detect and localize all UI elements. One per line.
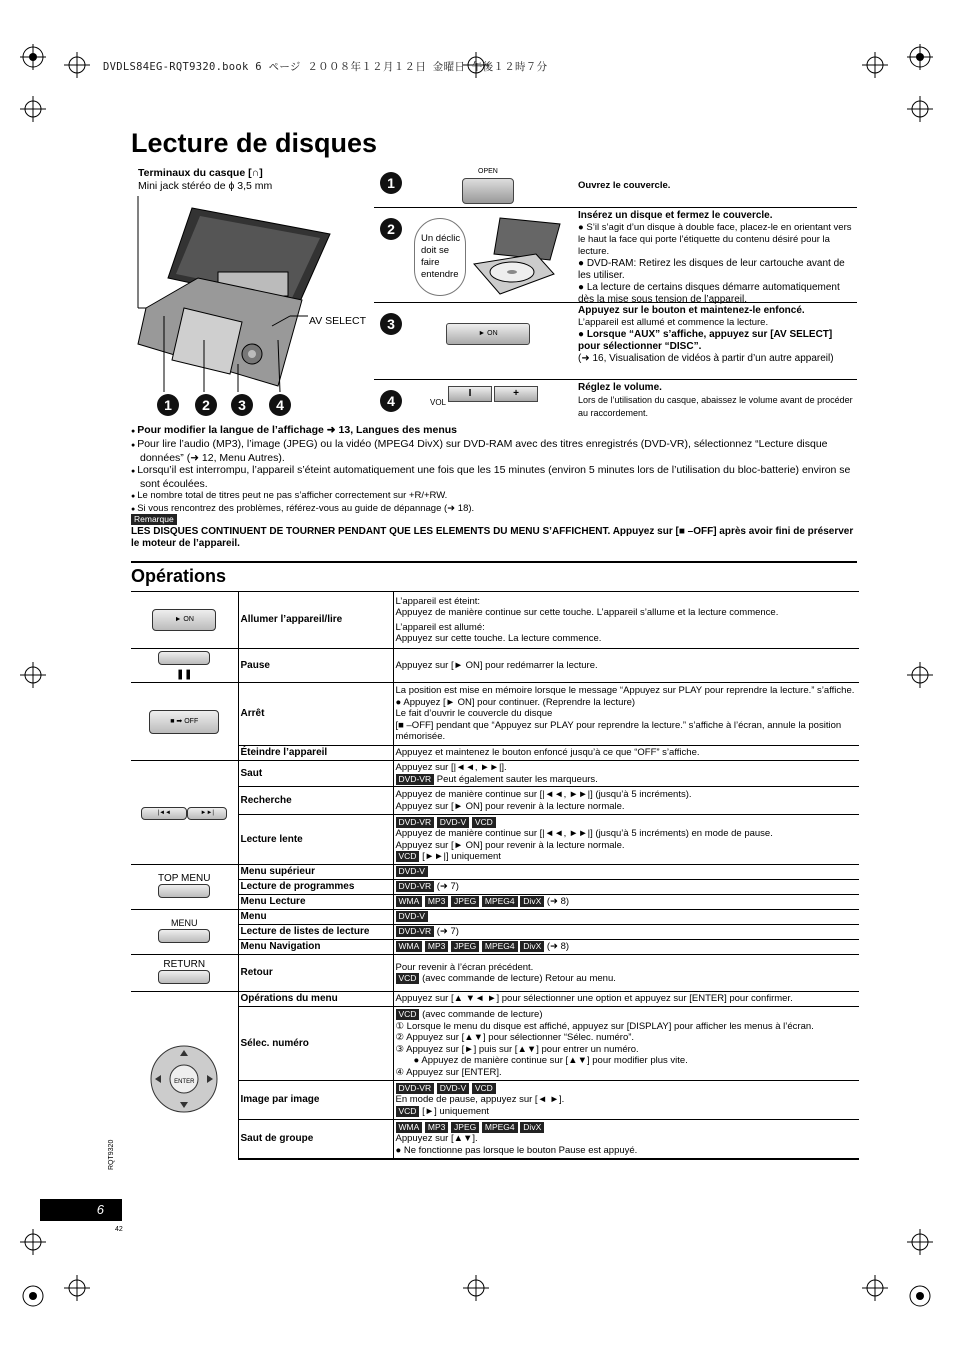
table-row [131,910,859,925]
step-2-title: Insérez un disque et fermez le couvercle. [578,210,773,221]
step-1-title: Ouvrez le couvercle. [578,180,671,191]
step-2 [374,208,857,303]
return-label: RETURN [163,958,206,970]
crosshair-icon [862,1275,888,1301]
registration-mark-icon [907,44,933,70]
table-row [131,1120,859,1159]
crosshair-icon [907,662,933,688]
steps-panel [374,168,857,422]
op-name: Recherche [238,787,393,815]
headphone-caption [138,167,272,192]
table-row [131,683,859,746]
step-number: 1 [380,172,402,194]
op-desc: DVD-VR DVD-V VCD Appuyez de manière continue sur [|◄◄, ►►|] (jusqu’à 5 incréments) en mode de pause. Appuyez sur [► ON] pour revenir à la lecture normale. VCD [►►|] uniquement [393,815,859,865]
remark-block [131,514,857,550]
registration-mark-icon [907,1283,933,1309]
pause-icon: ❚❚ [176,668,193,680]
step-4-text [578,382,857,420]
side-code: RQT9320 [108,1139,115,1170]
table-row [131,925,859,940]
op-name: Lecture de listes de lecture [238,925,393,940]
op-name: Allumer l’appareil/lire [238,592,393,649]
on-button-cell [131,592,238,649]
table-row [131,1081,859,1120]
device-number-3: 3 [231,394,253,416]
table-row [131,746,859,761]
page-title: Lecture de disques [131,128,378,158]
volume-up-button[interactable]: + [494,386,538,402]
device-number-1: 1 [157,394,179,416]
table-row [131,815,859,865]
step-3-text [578,305,857,365]
op-desc: DVD-V [393,910,859,925]
section-divider [131,561,857,563]
op-name: Saut [238,761,393,787]
return-cell [131,955,238,992]
headphone-sub: Mini jack stéréo de ϕ 3,5 mm [138,179,273,192]
table-row [131,787,859,815]
table-row [131,955,859,992]
op-name: Arrêt [238,683,393,746]
op-desc: Appuyez de manière continue sur [|◄◄, ►►|] (jusqu’à 5 incréments). Appuyez sur [► ON] pour revenir à la lecture normale. [393,787,859,815]
step-2-line-3: ● La lecture de certains disques démarre automatiquement dès la mise sous tension de l’appareil. [578,282,840,305]
pause-button-cell [131,649,238,683]
crosshair-icon [907,1229,933,1255]
op-name: Menu Navigation [238,940,393,955]
op-name: Menu supérieur [238,865,393,880]
cursor-pad-cell [131,992,238,1159]
step-3-line-3: (➜ 16, Visualisation de vidéos à partir d’un autre appareil) [578,353,834,364]
menu-cell [131,910,238,955]
op-desc: Appuyez sur [► ON] pour redémarrer la lecture. [393,649,859,683]
crosshair-icon [64,1275,90,1301]
registration-mark-icon [20,44,46,70]
step-number: 3 [380,313,402,335]
step-4-line-1: Lors de l’utilisation du casque, abaissez le volume avant de procéder au raccordement. [578,395,853,418]
crosshair-icon [907,96,933,122]
op-desc: WMA MP3 JPEG MPEG4 DivX Appuyez sur [▲▼]. ● Ne fonctionne pas lorsque le bouton Pause est appuyé. [393,1120,859,1159]
op-name: Retour [238,955,393,992]
device-number-2: 2 [195,394,217,416]
op-name: Éteindre l’appareil [238,746,393,761]
file-header-note: DVDLS84EG-RQT9320.book 6 ページ ２００８年１２月１２日 金曜日 午後１２時７分 [103,61,548,73]
skip-back-button[interactable]: |◄◄ [141,807,187,820]
op-name: Menu Lecture [238,895,393,910]
table-row [131,880,859,895]
top-menu-label: TOP MENU [158,872,211,884]
note-item: ● Pour modifier la langue de l’affichage ➜ 13, Langues des menus [131,424,857,438]
disc-insert-illustration [470,214,564,296]
op-desc: L’appareil est éteint: Appuyez de manière continue sur cette touche. L’appareil s’allume et la lecture commence. L’appareil est allumé: Appuyez sur cette touche. La lecture commence. [393,592,859,649]
step-1 [374,168,857,208]
operations-title: Opérations [131,566,227,586]
skip-buttons-cell [131,761,238,865]
headphone-title: Terminaux du casque [ [138,167,252,179]
device-number-4: 4 [269,394,291,416]
skip-forward-button[interactable]: ►►| [187,807,227,820]
op-desc: VCD (avec commande de lecture) ① Lorsque le menu du disque est affiché, appuyez sur [DISPLAY] pour afficher les menus à l’écran. ② Appuyez sur [▲▼] pour sélectionner “Sélec. numéro”. ③ Appuyez sur [►] puis sur [▲▼] pour entrer un numéro. ● Appuyez de manière continue sur [▲▼] pour modifier plus vite. ④ Appuyez sur [ENTER]. [393,1007,859,1081]
op-name: Lecture de programmes [238,880,393,895]
crosshair-icon [862,52,888,78]
note-item: ● Le nombre total de titres peut ne pas s’afficher correctement sur +R/+RW. [131,490,857,503]
crosshair-icon [20,96,46,122]
op-desc: WMA MP3 JPEG MPEG4 DivX (➜ 8) [393,895,859,910]
note-item: ● Pour lire l’audio (MP3), l’image (JPEG) ou la vidéo (MPEG4 DivX) sur DVD-RAM avec des titres enregistrés (DVD-VR), sélectionnez “Lecture disque données” (➜ 12, Menu Autres). [131,438,857,464]
step-2-line-1: ● S’il s’agit d’un disque à double face, placez-le en orientant vers le haut la face qui porte l’étiquette du contenu désiré pour la lecture. [578,222,852,257]
crosshair-icon [64,52,90,78]
click-bubble: Un déclic doit se faire entendre [414,218,466,296]
step-3-title: Appuyez sur le bouton et maintenez-le enfoncé. [578,305,805,316]
step-2-line-2: ● DVD-RAM: Retirez les disques de leur cartouche avant de les utiliser. [578,258,845,281]
op-name: Sélec. numéro [238,1007,393,1081]
crosshair-icon [463,1275,489,1301]
table-row [131,1007,859,1081]
headphone-title-end: ] [259,167,263,179]
registration-mark-icon [20,1283,46,1309]
step-4 [374,380,857,422]
op-desc: WMA MP3 JPEG MPEG4 DivX (➜ 8) [393,940,859,955]
remark-text: LES DISQUES CONTINUENT DE TOURNER PENDANT QUE LES ELEMENTS DU MENU S’AFFICHENT. Appuyez sur [■ –OFF] après avoir fini de préserver le moteur de l’appareil. [131,526,854,549]
op-desc: Pour revenir à l’écran précédent. VCD (avec commande de lecture) Retour au menu. [393,955,859,992]
op-desc: DVD-VR (➜ 7) [393,925,859,940]
off-button[interactable]: ■ ➡ OFF [149,710,219,734]
top-menu-button[interactable] [158,884,210,898]
step-number: 4 [380,390,402,412]
op-name: Image par image [238,1081,393,1120]
step-2-text [578,210,857,306]
op-name: Lecture lente [238,815,393,865]
note-item: ● Si vous rencontrez des problèmes, référez-vous au guide de dépannage (➜ 18). [131,503,857,516]
small-number: 42 [115,1226,123,1233]
return-button[interactable] [158,970,210,984]
step-number: 2 [380,218,402,240]
op-name: Menu [238,910,393,925]
enter-label: ENTER [174,1079,195,1085]
crosshair-icon [20,1229,46,1255]
op-desc: Appuyez sur [|◄◄, ►►|]. DVD-VR Peut également sauter les marqueurs. [393,761,859,787]
page-number: 6 [40,1199,122,1221]
table-row [131,895,859,910]
remark-tag: Remarque [131,514,177,525]
top-menu-cell [131,865,238,910]
step-4-title: Réglez le volume. [578,382,662,393]
volume-down-button[interactable]: I [448,386,492,402]
table-row [131,940,859,955]
step-3-line-1: L’appareil est allumé et commence la lecture. [578,317,769,328]
open-button[interactable] [462,178,514,204]
table-row [131,761,859,787]
op-desc: DVD-VR (➜ 7) [393,880,859,895]
operations-table [131,591,859,1160]
op-desc: La position est mise en mémoire lorsque le message “Appuyez sur PLAY pour reprendre la lecture.” s’affiche. ● Appuyez [► ON] pour continuer. (Reprendre la lecture) Le fait d’ouvrir le couvercle du disque [■ –OFF] pendant que “Appuyez sur PLAY pour reprendre la lecture.” s’affiche à l’écran, annule la position mémorisée. [393,683,859,746]
off-button-cell [131,683,238,761]
on-button[interactable]: ► ON [446,323,530,345]
note-item: ● Lorsqu’il est interrompu, l’appareil s’éteint automatiquement une fois que les 15 minutes (environ 5 minutes lors de l’utilisation du bloc-batterie) environ se sont écoulées. [131,464,857,490]
menu-label: MENU [171,917,198,928]
op-name: Saut de groupe [238,1120,393,1159]
menu-button[interactable] [158,929,210,943]
crosshair-icon [20,662,46,688]
portable-dvd-player-illustration [130,196,338,392]
step-3 [374,303,857,380]
op-desc: DVD-V [393,865,859,880]
vol-label: VOL [430,398,447,407]
headphone-icon: ∩ [251,167,260,179]
table-row [131,865,859,880]
table-row [131,992,859,1007]
op-desc: DVD-VR DVD-V VCD En mode de pause, appuyez sur [◄ ►]. VCD [►] uniquement [393,1081,859,1120]
open-label: OPEN [478,168,498,175]
op-desc: Appuyez sur [▲ ▼◄ ►] pour sélectionner une option et appuyez sur [ENTER] pour confirmer. [393,992,859,1007]
on-button[interactable]: ► ON [152,609,216,631]
pause-button[interactable] [158,651,210,665]
table-row [131,649,859,683]
op-desc: Appuyez et maintenez le bouton enfoncé jusqu’à ce que “OFF” s’affiche. [393,746,859,761]
notes-list [131,424,857,516]
op-name: Pause [238,649,393,683]
op-name: Opérations du menu [238,992,393,1007]
av-select-label: AV SELECT [309,315,366,327]
step-3-line-2: ● Lorsque “AUX” s’affiche, appuyez sur [AV SELECT] pour sélectionner “DISC”. [578,329,833,352]
table-row [131,592,859,649]
